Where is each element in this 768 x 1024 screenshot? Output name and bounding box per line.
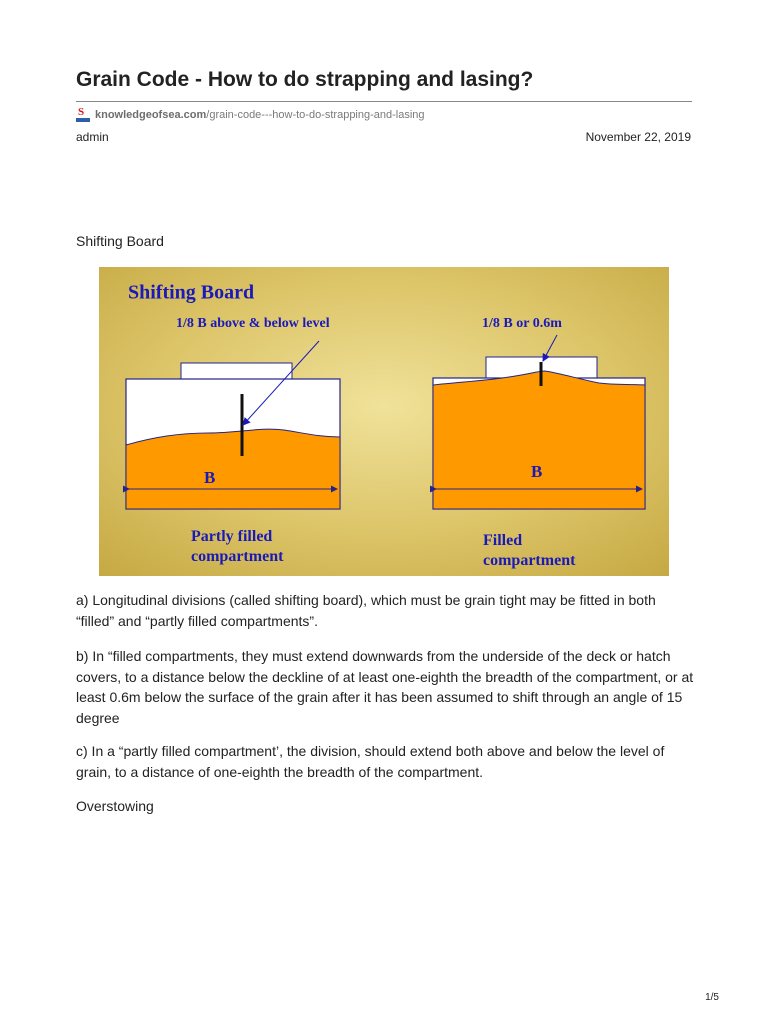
left-grain-fill [126, 429, 340, 509]
paragraph-c: c) In a “partly filled compartment’, the division, should extend both above and below the level of grain, to a distance of one-eighth the breadth of the compartment. [76, 743, 665, 780]
right-caption-line2: compartment [483, 552, 576, 569]
left-caption-line1: Partly filled [191, 528, 273, 545]
source-link[interactable] [76, 107, 425, 123]
right-label: 1/8 B or 0.6m [482, 316, 562, 331]
source-domain[interactable]: knowledgeofsea.com [95, 109, 207, 121]
right-grain-fill [433, 371, 645, 509]
paragraph-b: b) In “filled compartments, they must extend downwards from the underside of the deck or hatch covers, to a distance below the deckline of at least one-eighth the breadth of the compartment, or at least 0.6m below the surface of the grain after it has been assumed to shift through an angle of 15 degree [76, 648, 694, 726]
figure-heading: Shifting Board [128, 281, 255, 304]
source-path[interactable]: /grain-code---how-to-do-strapping-and-lasing [206, 109, 425, 121]
right-breadth-label: B [531, 462, 543, 481]
title-divider [76, 101, 692, 102]
author: admin [76, 130, 109, 144]
site-favicon-icon: S [76, 108, 90, 122]
paragraph-a: a) Longitudinal divisions (called shifting board), which must be grain tight may be fitted in both “filled” and “partly filled compartments”. [76, 592, 656, 629]
left-caption-line2: compartment [191, 548, 284, 565]
left-label: 1/8 B above & below level [176, 316, 330, 331]
page-title: Grain Code - How to do strapping and lasing? [76, 68, 534, 91]
shifting-board-diagram [99, 267, 669, 576]
right-caption-line1: Filled [483, 532, 523, 549]
publish-date: November 22, 2019 [585, 130, 691, 144]
left-breadth-label: B [204, 468, 216, 487]
shifting-board-figure [99, 267, 669, 576]
page-number: 1/5 [705, 992, 719, 1003]
section-heading-overstowing: Overstowing [76, 798, 154, 814]
left-hatch-coaming [181, 363, 292, 379]
section-heading-shifting-board: Shifting Board [76, 233, 164, 249]
